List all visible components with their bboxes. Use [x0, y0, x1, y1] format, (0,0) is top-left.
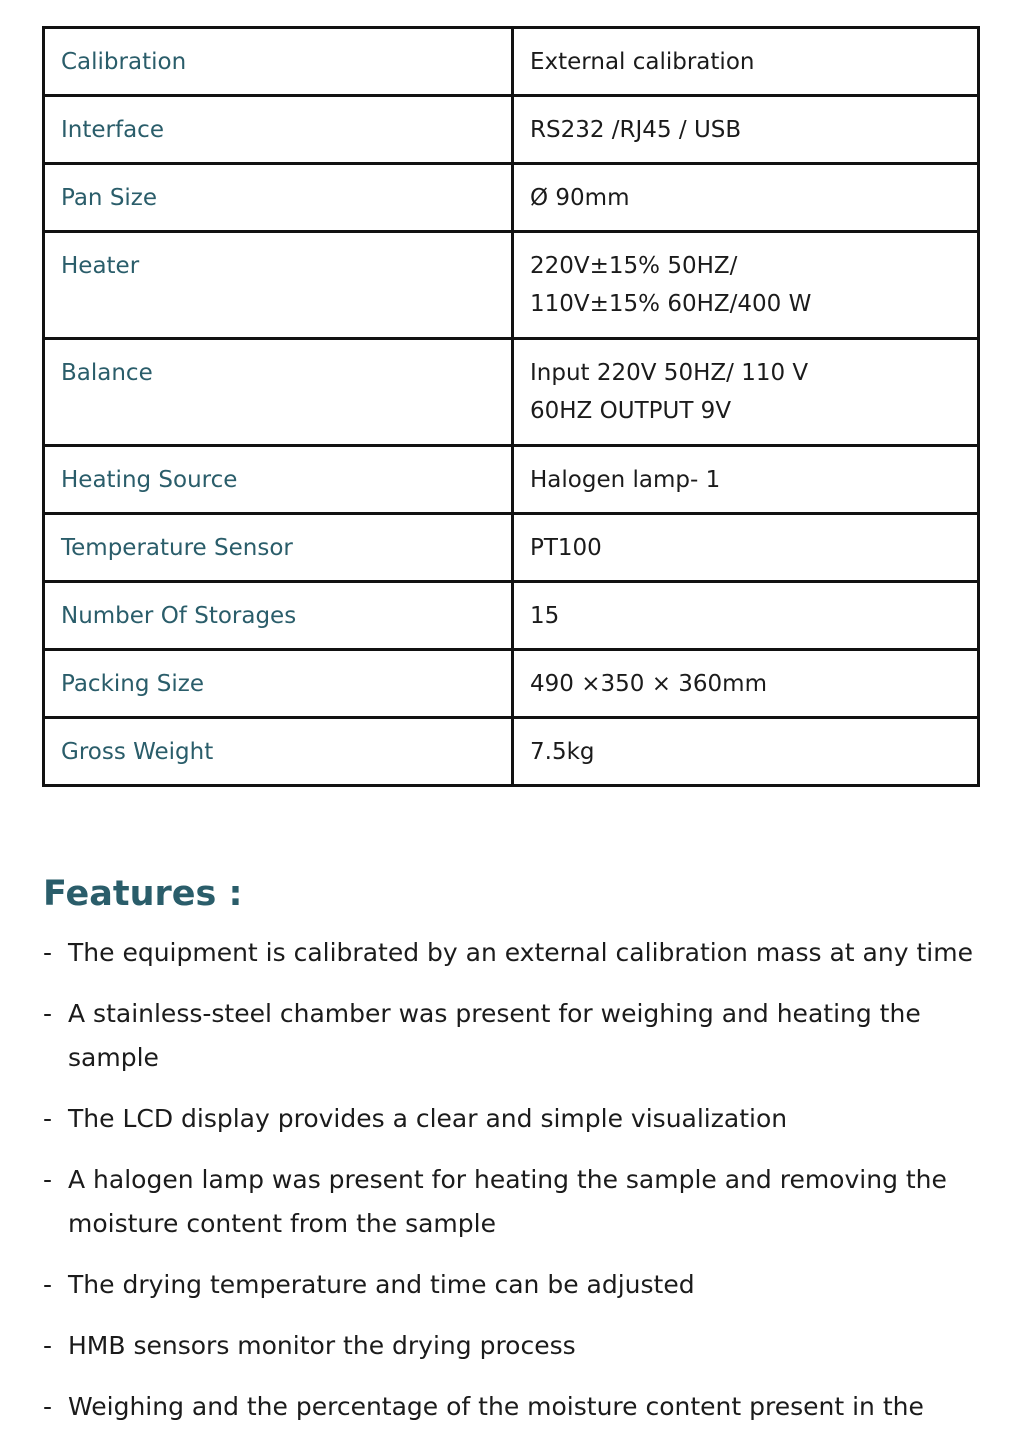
bullet-dash: - — [43, 1392, 53, 1421]
spec-value: PT100 — [513, 514, 979, 582]
bullet-dash: - — [43, 938, 53, 967]
spec-row — [44, 232, 979, 339]
spec-row — [44, 514, 979, 582]
spec-label: Pan Size — [44, 164, 513, 232]
spec-value: Input 220V 50HZ/ 110 V 60HZ OUTPUT 9V — [513, 339, 979, 446]
spec-row — [44, 582, 979, 650]
spec-row — [44, 718, 979, 786]
feature-item — [43, 992, 983, 1080]
spec-row — [44, 650, 979, 718]
spec-value: 490 ×350 × 360mm — [513, 650, 979, 718]
spec-label: Temperature Sensor — [44, 514, 513, 582]
spec-row — [44, 28, 979, 96]
spec-label: Balance — [44, 339, 513, 446]
feature-text: The equipment is calibrated by an external calibration mass at any time — [68, 938, 973, 967]
spec-value: 7.5kg — [513, 718, 979, 786]
feature-text: The LCD display provides a clear and simple visualization — [68, 1104, 788, 1133]
feature-text: Weighing and the percentage of the moisture content present in the — [68, 1392, 924, 1421]
spec-value: Ø 90mm — [513, 164, 979, 232]
spec-value: Halogen lamp- 1 — [513, 446, 979, 514]
spec-label: Calibration — [44, 28, 513, 96]
bullet-dash: - — [43, 1165, 53, 1194]
features-list — [43, 931, 983, 1446]
feature-item — [43, 1385, 983, 1429]
spec-label: Number Of Storages — [44, 582, 513, 650]
spec-label: Packing Size — [44, 650, 513, 718]
spec-row — [44, 446, 979, 514]
spec-label: Heater — [44, 232, 513, 339]
spec-row — [44, 96, 979, 164]
spec-label: Interface — [44, 96, 513, 164]
spec-label: Heating Source — [44, 446, 513, 514]
feature-text: A halogen lamp was present for heating the sample and removing the moisture content from the sample — [68, 1165, 947, 1238]
bullet-dash: - — [43, 1331, 53, 1360]
feature-text: The drying temperature and time can be adjusted — [68, 1270, 695, 1299]
specifications-table — [42, 26, 980, 787]
spec-value: External calibration — [513, 28, 979, 96]
feature-text: A stainless-steel chamber was present for weighing and heating the sample — [68, 999, 921, 1072]
bullet-dash: - — [43, 1104, 53, 1133]
spec-value: 15 — [513, 582, 979, 650]
spec-row — [44, 164, 979, 232]
spec-row — [44, 339, 979, 446]
spec-value: 220V±15% 50HZ/ 110V±15% 60HZ/400 W — [513, 232, 979, 339]
features-heading: Features : — [43, 874, 243, 914]
feature-item — [43, 1097, 983, 1141]
feature-text: HMB sensors monitor the drying process — [68, 1331, 576, 1360]
spec-label: Gross Weight — [44, 718, 513, 786]
bullet-dash: - — [43, 999, 53, 1028]
feature-item — [43, 1263, 983, 1307]
spec-value: RS232 /RJ45 / USB — [513, 96, 979, 164]
feature-item — [43, 1158, 983, 1246]
feature-item — [43, 931, 983, 975]
bullet-dash: - — [43, 1270, 53, 1299]
feature-item — [43, 1324, 983, 1368]
